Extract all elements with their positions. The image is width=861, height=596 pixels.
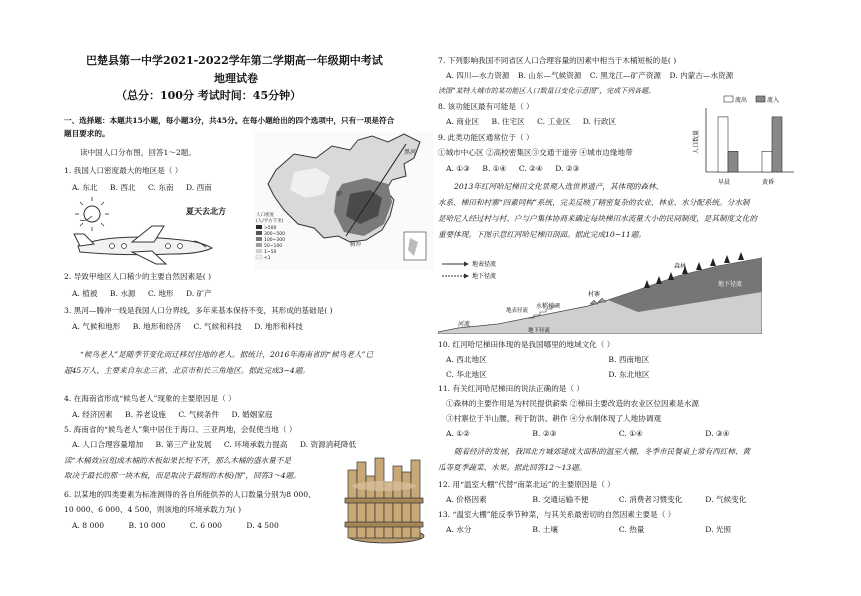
q10-stem: 10. 红河哈尼梯田体现的是我国哪里的地域文化（ ）	[438, 340, 615, 349]
q11-choices-2: ③村寨位于半山腰，利于防洪、耕作 ④分水制体现了人地协调观	[446, 414, 662, 423]
q7-options	[446, 71, 743, 81]
q5-stem: 5. 海南省的“候鸟老人”集中居住于海口、三亚两地，会促使当地（ ）	[64, 425, 297, 434]
legend-swatch-out	[724, 96, 733, 102]
forest-label: 森林	[674, 263, 687, 270]
q7-stem: 7. 下列影响我国不同省区人口合理容量的因素中相当于木桶短板的是( )	[438, 56, 677, 65]
tengchong-label: 腾冲	[350, 242, 362, 248]
q8-option-b[interactable]: B. 住宅区	[491, 117, 525, 126]
legend-item-1: >500	[264, 226, 277, 231]
legend-item-2: 300~500	[264, 232, 285, 237]
q12-option-c[interactable]: C. 消费者习惯变化	[618, 495, 683, 504]
q4-options	[72, 410, 283, 420]
village-label: 村寨	[588, 291, 601, 298]
q1-option-c[interactable]: C. 东南	[147, 183, 174, 192]
q11-option-c[interactable]: C. ①④	[618, 429, 643, 438]
q4-option-b[interactable]: B. 养老设施	[125, 410, 166, 419]
exam-score-time: （总分：100分 考试时间：45分钟）	[116, 89, 302, 102]
q8-option-a[interactable]: A. 商业区	[446, 117, 480, 126]
q13-option-b[interactable]: B. 土壤	[532, 525, 559, 534]
q9-options	[446, 164, 589, 174]
heihe-label: 黑河	[404, 149, 417, 156]
q5-option-d[interactable]: D. 资源消耗降低	[299, 440, 357, 449]
q7-option-c[interactable]: C. 黑龙江—矿产资源	[589, 71, 662, 80]
q11-options	[446, 429, 789, 439]
q12-stem: 12. 用“温室大棚”代替“南菜北运”的主要原因是（ ）	[438, 480, 615, 489]
ground-flow-label: 地下径流	[528, 328, 551, 334]
section-heading-cont: 题目要求的。	[64, 129, 110, 138]
terrace-label: 水稻梯田	[536, 303, 561, 310]
q6-option-a[interactable]: A. 8 000	[72, 521, 105, 530]
q6-option-b[interactable]: B. 10 000	[128, 521, 166, 530]
q8-stem: 8. 该功能区最有可能是（ ）	[438, 102, 534, 111]
q9-option-d[interactable]: D. ②③	[555, 164, 580, 173]
passage1-line2: 超45万人，主要来自东北三省、北京市和长三角地区。据此完成3~4题。	[64, 366, 310, 375]
q2-option-a[interactable]: A. 植被	[72, 289, 98, 298]
q11-option-d[interactable]: D. ③④	[705, 429, 730, 438]
q7-option-a[interactable]: A. 四川—水力资源	[446, 71, 510, 80]
q2-option-c[interactable]: C. 地形	[147, 289, 174, 298]
china-population-map-icon	[254, 132, 434, 270]
legend-title: 人口密度	[256, 213, 274, 218]
q11-option-b[interactable]: B. ②③	[532, 429, 557, 438]
q3-stem: 3. 黑河—腾冲一线是我国人口分界线，多年来基本保持不变，其形成的基础是( )	[64, 306, 333, 315]
q12-option-d[interactable]: D. 气候变化	[705, 495, 747, 504]
q8-options	[446, 117, 626, 127]
q3-option-d[interactable]: D. 地形和科技	[254, 322, 303, 331]
bar-in-0	[728, 151, 738, 172]
legend-unit: (人/平方千米)	[256, 219, 284, 224]
q4-stem: 4. 在海南省形成“候鸟老人”现象的主要原因是（ ）	[64, 394, 236, 403]
q11-choices-1: ①森林的主要作用是为村民提供薪柴 ②梯田主要改造的农业区位因素是水源	[446, 399, 700, 408]
q9-option-a[interactable]: A. ①③	[446, 164, 470, 173]
cartoon-caption: 夏天去北方	[186, 206, 226, 216]
q5-option-b[interactable]: B. 第三产业发展	[155, 440, 212, 449]
legend-label-out: 流出	[735, 97, 748, 104]
q7-option-b[interactable]: B. 山东—气候资源	[517, 71, 582, 80]
passage3-line1: 2013年红河哈尼梯田文化景观入选世界遗产，其体现的森林、	[454, 182, 664, 191]
passage3-line2: 水系、梯田和村寨“四素同构”系统，完美反映了精密复杂的农业、林业、水分配系统。分水制	[438, 198, 750, 207]
wooden-barrel-icon	[340, 452, 432, 546]
q5-option-c[interactable]: C. 环境承载力提高	[223, 440, 288, 449]
passage3-line4: 重要体现。下图示意红河哈尼梯田剖面。据此完成10~11题。	[438, 230, 646, 239]
passage2-line2: 取决于最长的那一块木板，而是取决于最短的木板)图”，回答3～4题。	[64, 471, 301, 480]
q12-option-a[interactable]: A. 价格因素	[446, 495, 487, 504]
passage4-line1: 随着经济的发展，我国北方城郊建成大面积的温室大棚，冬季市民餐桌上常有西红柿、黄	[454, 447, 751, 456]
q3-option-a[interactable]: A. 气候和地形	[72, 322, 121, 331]
chart-intro: 读图“某特大城市的某功能区人口数量日变化示意图”，完成下列各题。	[438, 87, 656, 95]
legend-ground-flow: 地下径流	[472, 273, 497, 280]
legend-item-6: <1	[264, 256, 271, 261]
q2-option-b[interactable]: B. 水源	[109, 289, 136, 298]
q12-option-b[interactable]: B. 交通运输不便	[532, 495, 589, 504]
q10-option-c[interactable]: C. 华北地区	[446, 370, 487, 379]
q13-options	[446, 525, 789, 535]
passage4-line2: 瓜等夏季蔬菜、水果。据此回答12～13题。	[438, 463, 587, 472]
q9-option-b[interactable]: B. ①④	[482, 164, 507, 173]
q13-option-d[interactable]: D. 光照	[705, 525, 732, 534]
jia-label: 甲	[336, 191, 343, 198]
population-flow-chart	[688, 92, 798, 190]
q2-stem: 2. 导致甲地区人口稀少的主要自然因素是( )	[64, 272, 212, 281]
hani-terraces-diagram	[438, 252, 762, 334]
bar-in-1	[772, 117, 782, 172]
q5-option-a[interactable]: A. 人口合理容量增加	[72, 440, 144, 449]
q6-stem: 6. 以某地的四类要素为标准测得的各自所能供养的人口数量分别为8 000、	[64, 490, 316, 499]
q11-option-a[interactable]: A. ①②	[446, 429, 470, 438]
bar-out-1	[762, 151, 772, 172]
q8-option-c[interactable]: C. 工业区	[537, 117, 571, 126]
q12-options	[446, 495, 789, 505]
q1-option-d[interactable]: D. 西南	[185, 183, 212, 192]
passage3-line3: 是哈尼人经过村与村、户与户集体协商来确定每块梯田水流量大小的民间制度，是其制度文化的	[438, 214, 757, 223]
q5-options	[72, 440, 366, 450]
ground-flow-label-right: 地下径流	[718, 281, 743, 288]
legend-label-in: 流入	[767, 97, 780, 104]
q10-options-row1	[446, 355, 768, 365]
legend-surface-flow: 地表径流	[472, 261, 497, 268]
q6-option-d[interactable]: D. 4 500	[246, 521, 279, 530]
river-label: 河流	[458, 321, 471, 328]
q4-option-a[interactable]: A. 经济因素	[72, 410, 113, 419]
section-heading: 一、选择题：本题共15小题，每小题3分，共45分。在每小题给出的四个选项中，只有一项是符合	[64, 116, 395, 125]
q1-stem: 1. 我国人口密度最大的地区是（ ）	[64, 166, 183, 175]
bar-out-0	[718, 117, 728, 172]
q10-option-b[interactable]: B. 西南地区	[608, 355, 650, 364]
q13-option-a[interactable]: A. 水分	[446, 525, 472, 534]
exam-subject: 地理试卷	[214, 72, 258, 85]
q9-choices: ①城市中心区 ②高校密集区③交通干道旁 ④城市边缘地带	[438, 148, 633, 157]
legend-item-3: 100~300	[264, 238, 285, 243]
q3-options	[72, 322, 313, 332]
legend-item-5: 1~50	[264, 250, 277, 255]
q2-options	[72, 289, 222, 299]
q3-option-b[interactable]: B. 地形和经济	[132, 322, 182, 331]
legend-item-4: 50~100	[264, 244, 283, 249]
q3-option-c[interactable]: C. 气候和科技	[193, 322, 242, 331]
q6-option-c[interactable]: C. 6 000	[189, 521, 222, 530]
map-intro: 读中国人口分布图，回答1～2题。	[80, 148, 196, 157]
q9-option-c[interactable]: C. ②④	[518, 164, 543, 173]
q7-option-d[interactable]: D. 内蒙古—水资源	[669, 71, 734, 80]
q2-option-d[interactable]: D. 矿产	[185, 289, 212, 298]
q11-stem: 11. 有关红河哈尼梯田的说法正确的是（ ）	[438, 384, 584, 393]
q6-options	[72, 521, 289, 531]
exam-title: 巴楚县第一中学2021-2022学年第二学期高一年级期中考试	[86, 54, 383, 67]
q10-option-d[interactable]: D. 东北地区	[608, 370, 650, 379]
q1-option-a[interactable]: A. 东北	[72, 183, 98, 192]
q4-option-c[interactable]: C. 气候条件	[178, 410, 220, 419]
q1-options	[72, 183, 222, 193]
legend-swatch-in	[756, 96, 765, 102]
passage1-line1: “候鸟老人”是随季节变化而迁移居住地的老人。据统计，2016年海南省的“候鸟老人”已	[80, 350, 374, 359]
y-axis-label: 人口数量	[693, 129, 700, 154]
x-tick-label-1: 黄昏	[762, 179, 775, 186]
q9-stem: 9. 此类功能区通常位于（ ）	[438, 133, 534, 142]
passage2-line1: 读“木桶效应(组成木桶的木板如果长短不齐，那么木桶的盛水量不是	[64, 456, 292, 465]
q10-option-a[interactable]: A. 西北地区	[446, 355, 487, 364]
q4-option-d[interactable]: D. 婚姻家庭	[231, 410, 273, 419]
q13-option-c[interactable]: C. 热量	[618, 525, 645, 534]
q10-options-row2	[446, 370, 768, 380]
q6-stem-cont: 10 000、6 000、4 500，则该地的环境承载力为( )	[64, 505, 242, 514]
q8-option-d[interactable]: D. 行政区	[582, 117, 617, 126]
x-tick-label-0: 早晨	[718, 179, 731, 186]
surface-flow-label: 地表径流	[506, 308, 529, 314]
q13-stem: 13. “温室大棚”能反季节种菜，与其关系最密切的自然因素主要是（ ）	[438, 510, 676, 519]
q1-option-b[interactable]: B. 西北	[109, 183, 136, 192]
